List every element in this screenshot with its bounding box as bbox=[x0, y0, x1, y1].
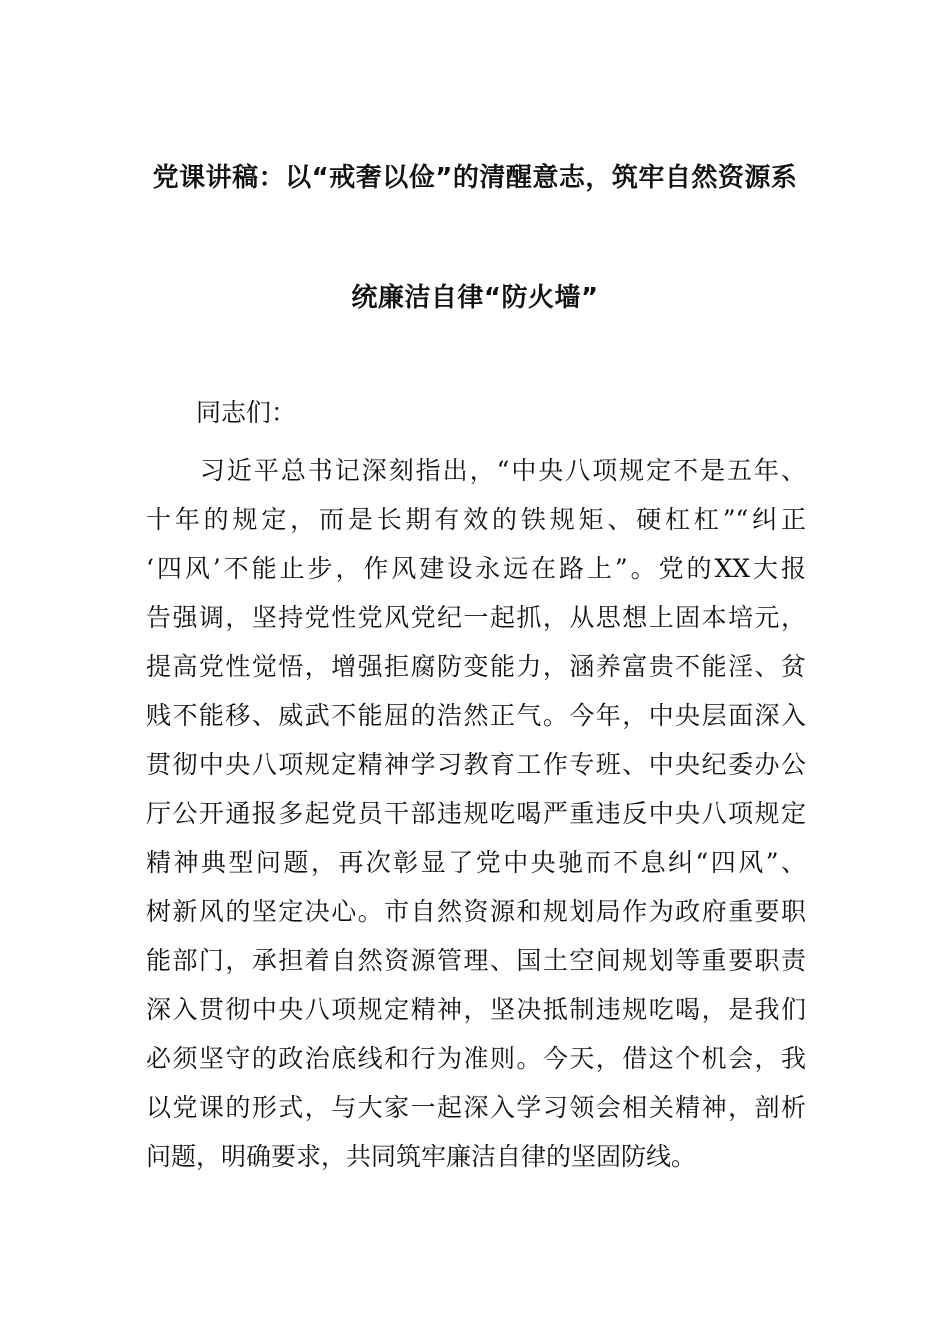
body-line: ‘四风’不能止步，作风建设永远在路上”。党的XX大报 bbox=[146, 554, 806, 583]
body-line: 十年的规定，而是长期有效的铁规矩、硬杠杠”“纠正 bbox=[146, 505, 806, 534]
salutation: 同志们： bbox=[196, 398, 297, 427]
body-line: 精神典型问题，再次彰显了党中央驰而不息纠“四风”、 bbox=[146, 848, 806, 877]
body-line: 能部门，承担着自然资源管理、国土空间规划等重要职责 bbox=[146, 946, 806, 975]
document-title-line-2: 统廉洁自律“防火墙” bbox=[351, 283, 599, 313]
body-line: 树新风的坚定决心。市自然资源和规划局作为政府重要职 bbox=[146, 897, 806, 926]
body-line: 提高党性觉悟，增强拒腐防变能力，涵养富贵不能淫、贫 bbox=[146, 652, 806, 681]
body-line: 深入贯彻中央八项规定精神，坚决抵制违规吃喝，是我们 bbox=[146, 995, 806, 1024]
body-line: 以党课的形式，与大家一起深入学习领会相关精神，剖析 bbox=[146, 1093, 806, 1122]
body-line: 问题，明确要求，共同筑牢廉洁自律的坚固防线。 bbox=[146, 1142, 697, 1171]
body-line: 贱不能移、威武不能屈的浩然正气。今年，中央层面深入 bbox=[146, 701, 806, 730]
document-title-line-1: 党课讲稿：以“戒奢以俭”的清醒意志，筑牢自然资源系 bbox=[152, 163, 798, 193]
body-paragraph bbox=[146, 446, 806, 1181]
body-line: 告强调，坚持党性党风党纪一起抓，从思想上固本培元， bbox=[146, 603, 806, 632]
body-line: 习近平总书记深刻指出，“中央八项规定不是五年、 bbox=[146, 456, 806, 485]
body-line: 必须坚守的政治底线和行为准则。今天，借这个机会，我 bbox=[146, 1044, 806, 1073]
body-line: 厅公开通报多起党员干部违规吃喝严重违反中央八项规定 bbox=[146, 799, 806, 828]
body-line: 贯彻中央八项规定精神学习教育工作专班、中央纪委办公 bbox=[146, 750, 806, 779]
